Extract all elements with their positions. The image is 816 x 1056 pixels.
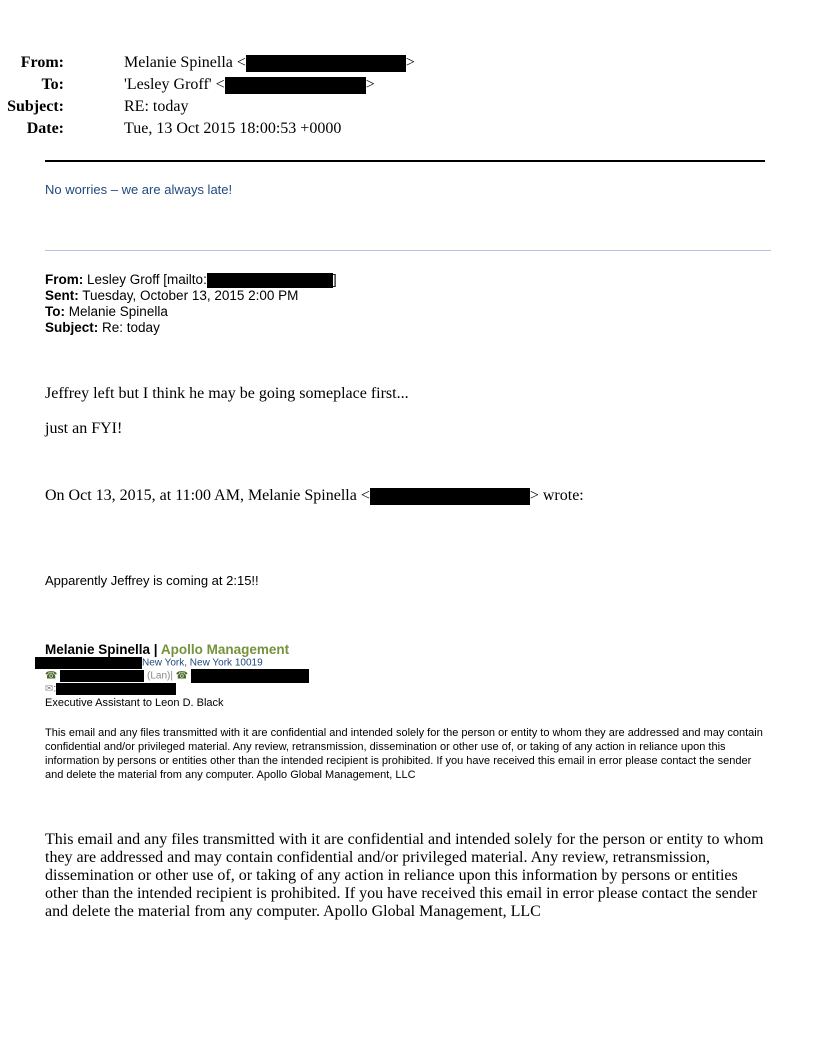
forwarded-sent-label: Sent: xyxy=(45,288,79,303)
signature-phone-line xyxy=(45,669,309,683)
header-subject-value: RE: today xyxy=(124,98,189,115)
quoted-divider xyxy=(45,250,771,251)
phone-icon: ☎ xyxy=(45,670,58,682)
forwarded-sent-row xyxy=(45,288,298,304)
header-to-label: To: xyxy=(41,76,64,93)
redaction-box xyxy=(246,55,406,72)
header-divider xyxy=(45,160,765,162)
header-to-value xyxy=(124,75,375,95)
forwarded-subject-value: Re: today xyxy=(102,320,160,335)
signature-separator: | xyxy=(150,642,161,657)
forwarded-sent-value: Tuesday, October 13, 2015 2:00 PM xyxy=(82,288,299,303)
header-from-close: > xyxy=(405,54,415,71)
apparently-line: Apparently Jeffrey is coming at 2:15!! xyxy=(45,573,259,588)
forwarded-to-row xyxy=(45,304,168,320)
disclaimer-small: This email and any files transmitted with it are confidential and intended solely for the person or entity to whom they are addressed and may contain confidential and/or privileged material. Any review, retransmission, dissemination or other use of, or taking of any action in reliance upon this information by persons or entities other than the intended recipient is prohibited. If you have received this email in error please contact the sender and delete the material from any computer. Apollo Global Management, LLC xyxy=(45,727,763,781)
signature-email-sep: : xyxy=(53,683,57,695)
forwarded-from-value: Lesley Groff [mailto: xyxy=(87,272,207,287)
signature-email-line xyxy=(45,683,176,695)
phone-icon: ☎ xyxy=(175,670,189,682)
forwarded-to-label: To: xyxy=(45,304,65,319)
header-date-label: Date: xyxy=(26,120,64,137)
signature-name: Melanie Spinella xyxy=(45,642,151,657)
forwarded-from-close: ] xyxy=(332,272,337,287)
reply-text: No worries – we are always late! xyxy=(45,182,233,197)
signature-phone-lan: (Lan)| xyxy=(147,670,173,682)
redaction-box xyxy=(56,683,176,695)
envelope-icon: ✉ xyxy=(45,683,54,695)
header-date-value: Tue, 13 Oct 2015 18:00:53 +0000 xyxy=(124,120,342,137)
disclaimer-large: This email and any files transmitted with it are confidential and intended solely for the person or entity to whom they are addressed and may contain confidential and/or privileged material. Any review, retransmission, dissemination or other use of, or taking of any action in reliance upon this information by persons or entities other than the intended recipient is prohibited. If you have received this email in error please contact the sender and delete the material from any computer. Apollo Global Management, LLC xyxy=(45,831,764,920)
quote-intro-text: On Oct 13, 2015, at 11:00 AM, Melanie Spinella < xyxy=(45,487,370,504)
header-from-label: From: xyxy=(20,54,64,71)
forwarded-subject-label: Subject: xyxy=(45,320,99,335)
redaction-box xyxy=(191,669,309,683)
forwarded-from-row xyxy=(45,272,337,288)
signature-address-line xyxy=(35,657,263,669)
redaction-box xyxy=(370,488,530,505)
redaction-box xyxy=(207,273,333,288)
signature-name-line xyxy=(45,642,289,657)
header-from-name: Melanie Spinella < xyxy=(124,54,246,71)
forwarded-to-value: Melanie Spinella xyxy=(68,304,168,319)
header-to-close: > xyxy=(365,76,375,93)
signature-firm: Apollo Management xyxy=(160,642,290,657)
signature-title: Executive Assistant to Leon D. Black xyxy=(45,697,224,709)
signature-address: New York, New York 10019 xyxy=(142,657,263,669)
body-line-1: Jeffrey left but I think he may be going someplace first... xyxy=(45,385,409,402)
redaction-box xyxy=(225,77,366,94)
body-line-2: just an FYI! xyxy=(45,420,123,437)
header-from-value xyxy=(124,53,415,73)
redaction-box xyxy=(35,657,142,669)
header-to-name: 'Lesley Groff' < xyxy=(124,76,225,93)
quote-intro xyxy=(45,487,584,505)
header-subject-label: Subject: xyxy=(7,98,64,115)
redaction-box xyxy=(60,670,144,682)
forwarded-from-label: From: xyxy=(45,272,84,287)
forwarded-subject-row xyxy=(45,320,160,336)
quote-intro-close: > wrote: xyxy=(529,487,584,504)
